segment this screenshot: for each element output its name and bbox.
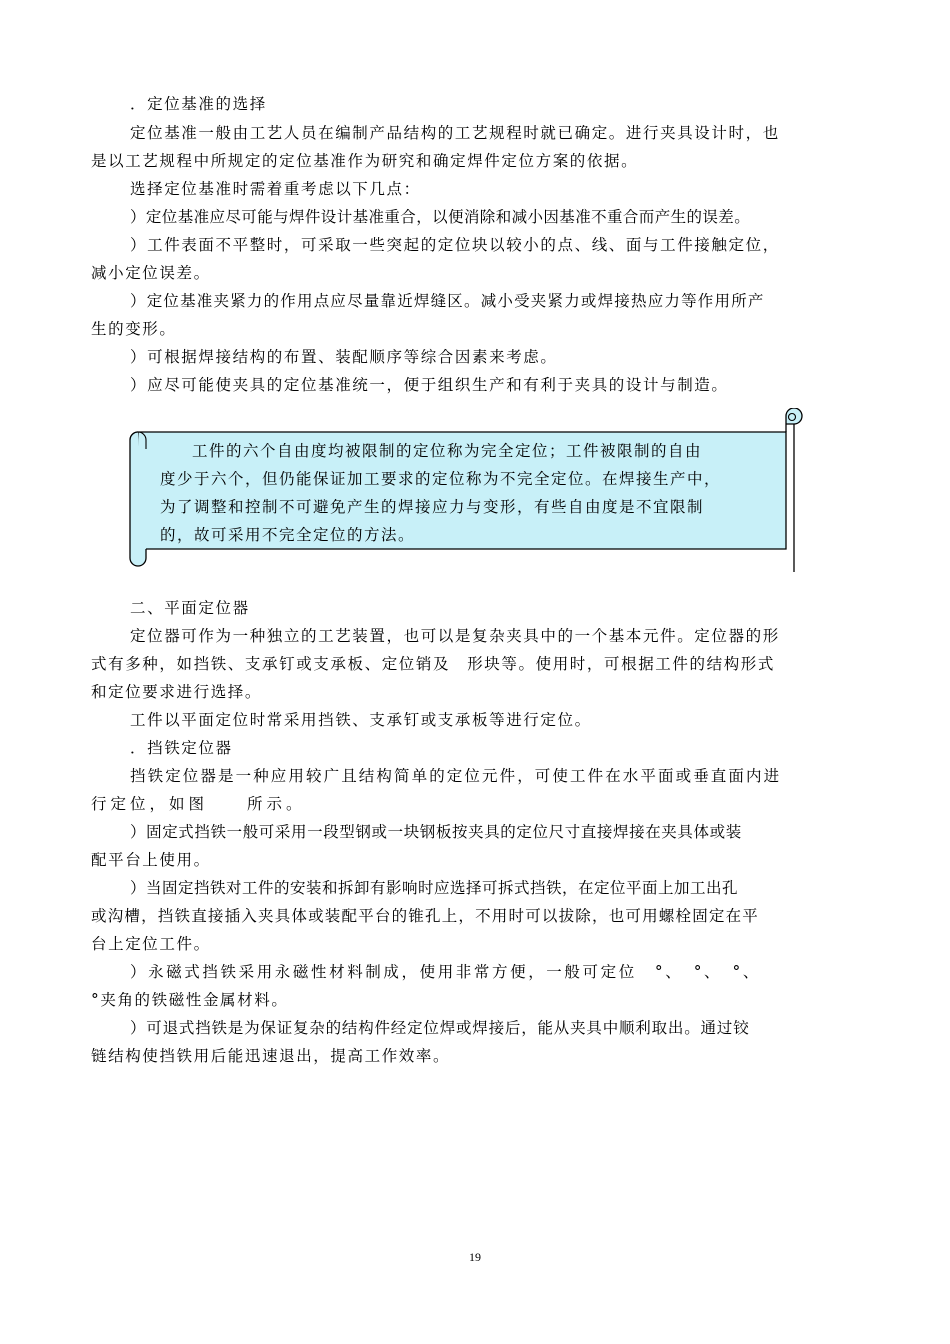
- paragraph-line: 和定位要求进行选择。: [91, 683, 263, 701]
- list-item: ）工件表面不平整时，可采取一些突起的定位块以较小的点、线、面与工件接触定位，: [130, 236, 780, 254]
- paragraph-line: 式有多种，如挡铁、支承钉或支承板、定位销及 形块等。使用时，可根据工件的结构形式: [91, 655, 776, 673]
- list-item-continuation: 或沟槽，挡铁直接插入夹具体或装配平台的锥孔上，不用时可以拔除，也可用螺栓固定在平: [91, 907, 760, 925]
- list-item: ）定位基准应尽可能与焊件设计基准重合，以便消除和减小因基准不重合而产生的误差。: [130, 208, 751, 226]
- list-item: ）固定式挡铁一般可采用一段型钢或一块钢板按夹具的定位尺寸直接焊接在夹具体或装: [130, 823, 742, 841]
- paragraph-line: 定位器可作为一种独立的工艺装置，也可以是复杂夹具中的一个基本元件。定位器的形: [130, 627, 780, 645]
- paragraph-line: 挡铁定位器是一种应用较广且结构简单的定位元件，可使工件在水平面或垂直面内进: [130, 767, 782, 785]
- section-heading: ．定位基准的选择: [130, 95, 267, 113]
- list-item-continuation: °夹角的铁磁性金属材料。: [91, 991, 289, 1009]
- page-number: 19: [469, 1250, 481, 1264]
- list-item: ）定位基准夹紧力的作用点应尽量靠近焊缝区。减小受夹紧力或焊接热应力等作用所产: [130, 292, 765, 310]
- list-item: ）可退式挡铁是为保证复杂的结构件经定位焊或焊接后，能从夹具中顺利取出。通过铰: [130, 1019, 750, 1037]
- note-scroll-box: [118, 408, 804, 574]
- list-item: ）应尽可能使夹具的定位基准统一，便于组织生产和有利于夹具的设计与制造。: [130, 376, 729, 394]
- paragraph-line: 是以工艺规程中所规定的定位基准作为研究和确定焊件定位方案的依据。: [91, 152, 639, 170]
- sub-heading: ．挡铁定位器: [130, 739, 233, 757]
- list-item-continuation: 减小定位误差。: [91, 264, 211, 282]
- paragraph-line: 定位基准一般由工艺人员在编制产品结构的工艺规程时就已确定。进行夹具设计时，也: [130, 124, 780, 142]
- list-item-continuation: 配平台上使用。: [91, 851, 211, 869]
- section-heading: 二、平面定位器: [130, 599, 250, 617]
- note-line: 度少于六个，但仍能保证加工要求的定位称为不完全定位。在焊接生产中，: [160, 470, 722, 488]
- note-line: 为了调整和控制不可避免产生的焊接应力与变形，有些自由度是不宜限制: [160, 498, 705, 516]
- note-line: 的，故可采用不完全定位的方法。: [160, 526, 416, 544]
- list-item: ）可根据焊接结构的布置、装配顺序等综合因素来考虑。: [130, 348, 558, 366]
- list-item-continuation: 台上定位工件。: [91, 935, 211, 953]
- note-line: 工件的六个自由度均被限制的定位称为完全定位；工件被限制的自由: [192, 442, 703, 460]
- scroll-frame: [118, 408, 804, 574]
- paragraph-line: 行定位，如图 所示。: [91, 795, 306, 813]
- paragraph-line: 工件以平面定位时常采用挡铁、支承钉或支承板等进行定位。: [130, 711, 592, 729]
- list-item: ）当固定挡铁对工件的安装和拆卸有影响时应选择可拆式挡铁，在定位平面上加工出孔: [130, 879, 739, 897]
- paragraph-line: 选择定位基准时需着重考虑以下几点：: [130, 180, 421, 198]
- list-item-continuation: 链结构使挡铁用后能迅速退出，提高工作效率。: [91, 1047, 451, 1065]
- list-item-continuation: 生的变形。: [91, 320, 177, 338]
- scroll-shape: [130, 408, 802, 572]
- list-item: ）永磁式挡铁采用永磁性材料制成，使用非常方便，一般可定位 °、 °、 °、: [130, 963, 761, 981]
